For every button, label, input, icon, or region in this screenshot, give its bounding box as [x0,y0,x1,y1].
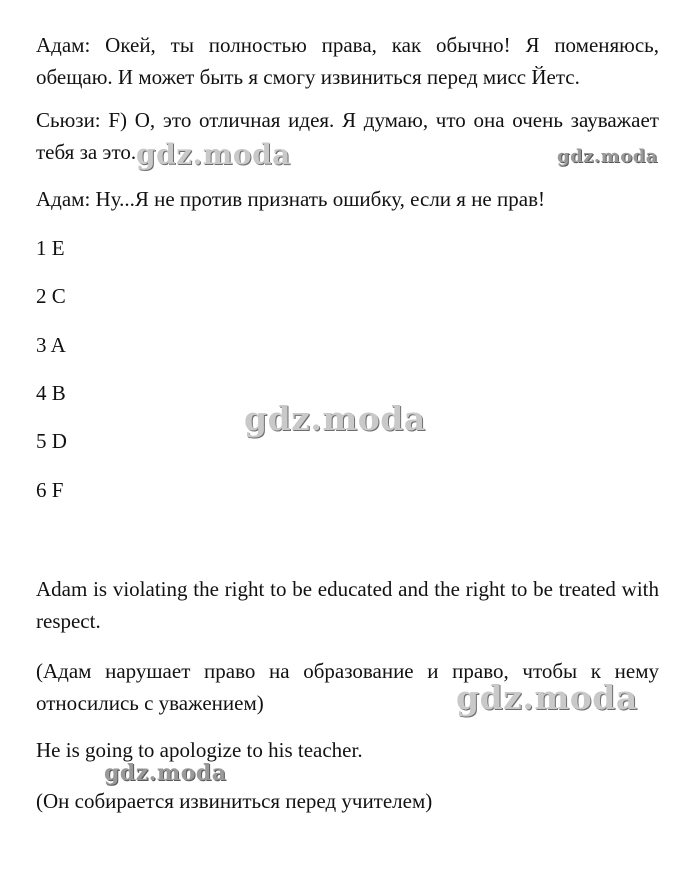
rights-translation-line-1: (Адам нарушает право на образование и право, чтобы к нему [36,659,659,683]
answer-3: 3 A [36,333,66,357]
adam-line-1: Адам: Окей, ты полностью права, как обычно! Я поменяюсь, [36,33,659,57]
rights-line-1: Adam is violating the right to be educated and the right to be treated with [36,577,659,601]
watermark-logo: gdz.moda [136,138,291,171]
susie-line-2: тебя за это. [36,140,137,164]
rights-translation-line-2: относились с уважением) [36,691,264,715]
adam-line-2: обещаю. И может быть я смогу извиниться перед мисс Йетс. [36,65,580,89]
apology-translation: (Он собирается извиниться перед учителем) [36,789,433,813]
answer-1: 1 E [36,236,65,260]
rights-line-2: respect. [36,609,101,633]
watermark-logo: gdz.moda [456,678,638,717]
answer-2: 2 C [36,284,66,308]
apology-sentence: He is going to apologize to his teacher. [36,738,363,762]
answer-6: 6 F [36,478,64,502]
watermark-logo: gdz.moda [244,399,426,438]
susie-line-1: Сьюзи: F) О, это отличная идея. Я думаю, что она очень зауважает [36,108,659,132]
watermark-logo: gdz.moda [557,146,658,167]
adam-reply: Адам: Ну...Я не против признать ошибку, если я не прав! [36,187,545,211]
answer-5: 5 D [36,429,67,453]
watermark-logo: gdz.moda [104,760,227,786]
answer-4: 4 B [36,381,66,405]
